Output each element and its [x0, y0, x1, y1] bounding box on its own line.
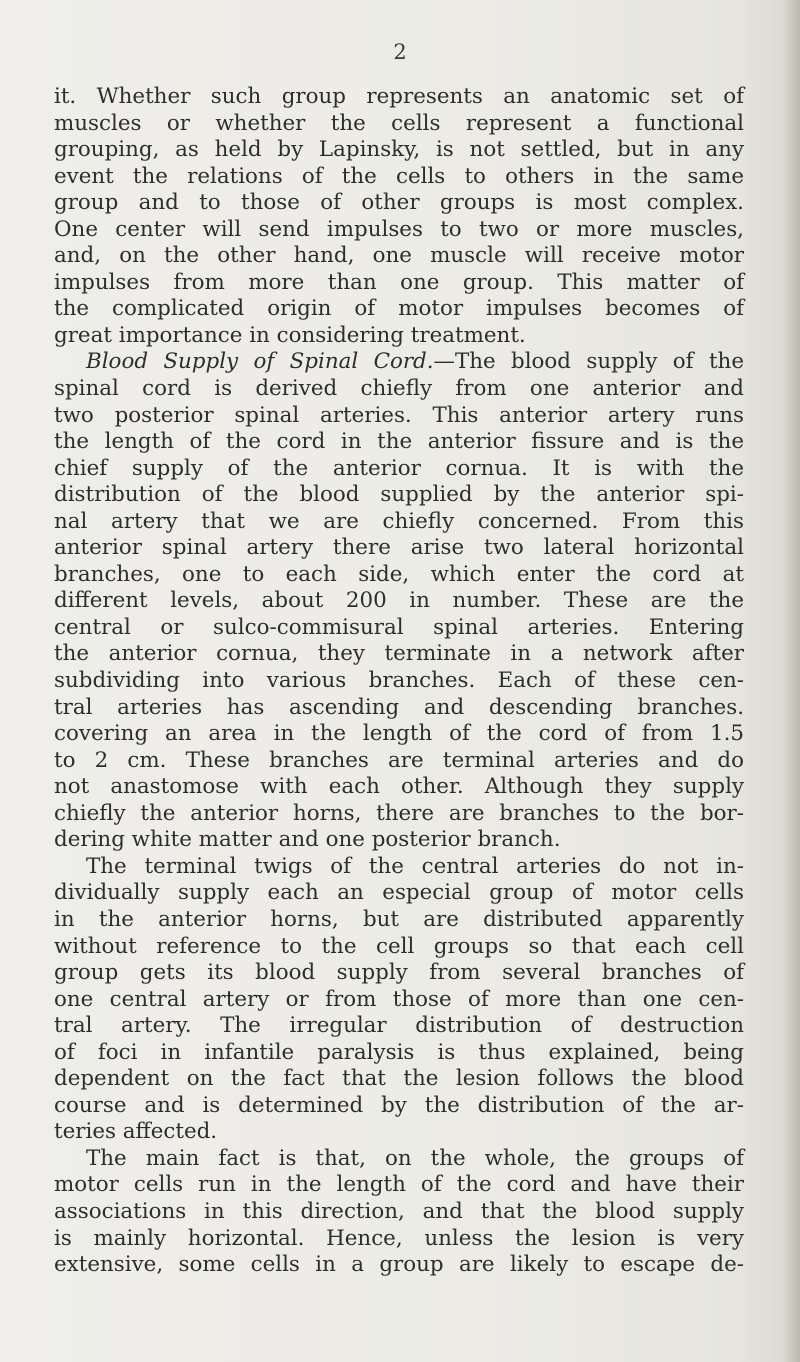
text-line-23: subdividing into various branches. Each of these cen-	[54, 668, 744, 694]
text-line-30: The terminal twigs of the central arteries do not in-	[86, 853, 744, 879]
text-line-41: The main fact is that, on the whole, the groups of	[86, 1145, 744, 1171]
text-line-36: tral artery. The irregular distribution of destruction	[54, 1013, 744, 1039]
text-line-37: of foci in infantile paralysis is thus explained, being	[54, 1039, 744, 1065]
text-line-18: anterior spinal artery there arise two lateral horizontal	[54, 535, 744, 561]
text-line-12: spinal cord is derived chiefly from one anterior and	[54, 376, 744, 402]
text-line-26: to 2 cm. These branches are terminal arteries and do	[54, 747, 744, 773]
text-line-19: branches, one to each side, which enter the cord at	[54, 561, 744, 587]
text-line-21: central or sulco-commisural spinal arteries. Entering	[54, 614, 744, 640]
text-line-25: covering an area in the length of the cord of from 1.5	[54, 721, 744, 747]
text-line-42: motor cells run in the length of the cord and have their	[54, 1172, 744, 1198]
text-line-10: great importance in considering treatment.	[54, 322, 526, 348]
page-number: 2	[393, 40, 407, 64]
text-line-43: associations in this direction, and that the blood supply	[54, 1198, 744, 1224]
text-line-22: the anterior cornua, they terminate in a network after	[54, 641, 744, 667]
text-line-38: dependent on the fact that the lesion follows the blood	[54, 1066, 744, 1092]
text-line-28: chiefly the anterior horns, there are branches to the bor-	[54, 800, 744, 826]
text-line-44: is mainly horizontal. Hence, unless the lesion is very	[54, 1225, 744, 1251]
text-line-6: One center will send impulses to two or more muscles,	[54, 216, 744, 242]
text-line-35: one central artery or from those of more than one cen-	[54, 986, 744, 1012]
text-line-9: the complicated origin of motor impulses becomes of	[54, 296, 744, 322]
section-heading: Blood Supply of Spinal Cord.	[86, 349, 434, 375]
page-edge-shadow	[782, 0, 800, 1362]
text-line-27: not anastomose with each other. Although they supply	[54, 774, 744, 800]
text-line-2: muscles or whether the cells represent a functional	[54, 110, 744, 136]
section-heading-line	[54, 349, 744, 376]
text-line-17: nal artery that we are chiefly concerned. From this	[54, 508, 744, 534]
section-heading-text: —The blood supply of the	[433, 349, 744, 375]
text-line-16: distribution of the blood supplied by the anterior spi-	[54, 482, 744, 508]
text-line-7: and, on the other hand, one muscle will receive motor	[54, 243, 744, 269]
text-line-32: in the anterior horns, but are distributed apparently	[54, 906, 744, 932]
text-line-40: teries affected.	[54, 1119, 218, 1145]
text-line-5: group and to those of other groups is most complex.	[54, 190, 744, 216]
text-line-45: extensive, some cells in a group are likely to escape de-	[54, 1252, 744, 1278]
text-line-33: without reference to the cell groups so that each cell	[54, 933, 744, 959]
text-line-31: dividually supply each an especial group of motor cells	[54, 880, 744, 906]
text-line-20: different levels, about 200 in number. These are the	[54, 588, 744, 614]
text-line-15: chief supply of the anterior cornua. It is with the	[54, 455, 744, 481]
text-line-4: event the relations of the cells to others in the same	[54, 163, 744, 189]
text-line-1: it. Whether such group represents an anatomic set of	[54, 84, 744, 109]
text-line-14: the length of the cord in the anterior fissure and is the	[54, 429, 744, 455]
text-line-29: dering white matter and one posterior branch.	[54, 827, 561, 853]
text-line-24: tral arteries has ascending and descending branches.	[54, 694, 744, 720]
text-line-34: group gets its blood supply from several branches of	[54, 960, 744, 986]
text-line-13: two posterior spinal arteries. This anterior artery runs	[54, 402, 744, 428]
text-line-3: grouping, as held by Lapinsky, is not settled, but in any	[54, 137, 744, 163]
body-text	[54, 84, 744, 1279]
text-line-39: course and is determined by the distribution of the ar-	[54, 1092, 744, 1118]
text-line-8: impulses from more than one group. This matter of	[54, 269, 744, 295]
